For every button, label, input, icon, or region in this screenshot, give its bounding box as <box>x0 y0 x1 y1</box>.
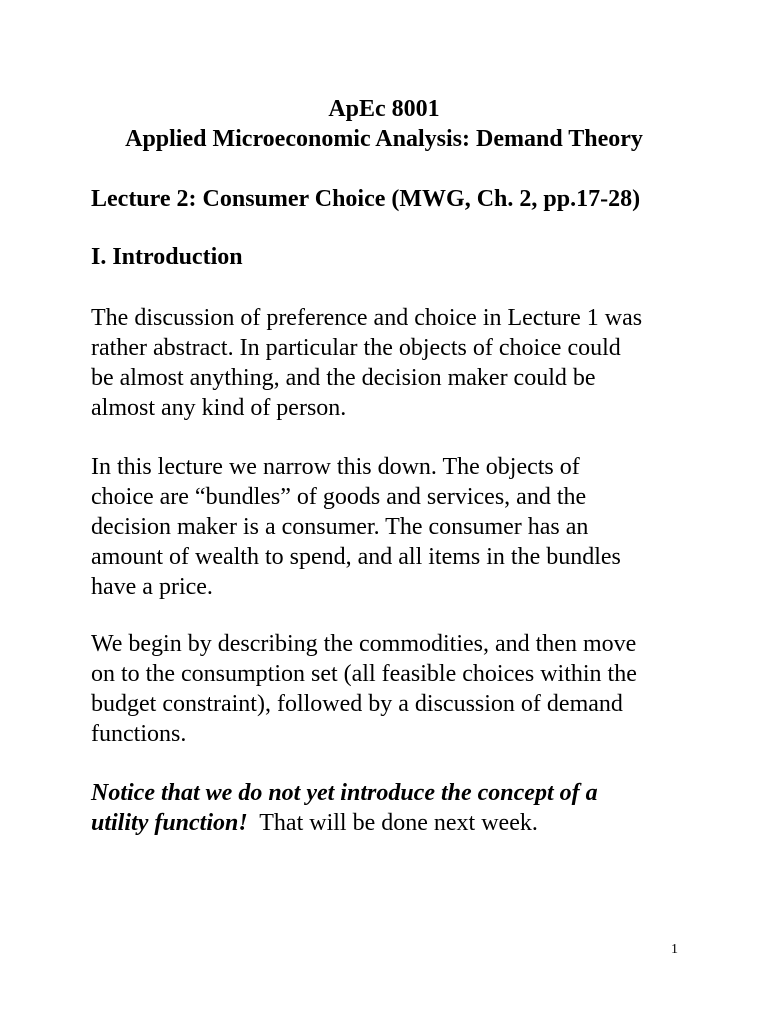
paragraph-narrow-down <box>91 452 691 602</box>
paragraph-line: We begin by describing the commodities, and then move <box>91 631 637 657</box>
paragraph-outline <box>91 629 691 749</box>
lecture-title: Lecture 2: Consumer Choice (MWG, Ch. 2, pp.17-28) <box>91 186 641 212</box>
notice-second-line <box>91 808 691 838</box>
notice-emphasis-line: Notice that we do not yet introduce the concept of a <box>91 780 598 806</box>
notice-followup-text: That will be done next week. <box>247 810 538 836</box>
paragraph-line: The discussion of preference and choice in Lecture 1 was <box>91 305 643 331</box>
paragraph-line: rather abstract. In particular the objects of choice could <box>91 335 621 361</box>
paragraph-line: In this lecture we narrow this down. The objects of <box>91 454 580 480</box>
paragraph-line: almost any kind of person. <box>91 395 347 421</box>
paragraph-line: functions. <box>91 721 187 747</box>
course-code: ApEc 8001 <box>328 96 440 122</box>
course-title: Applied Microeconomic Analysis: Demand Theory <box>125 126 643 152</box>
paragraph-line: amount of wealth to spend, and all items in the bundles <box>91 544 621 570</box>
paragraph-notice <box>91 778 691 838</box>
paragraph-line: be almost anything, and the decision maker could be <box>91 365 596 391</box>
paragraph-intro <box>91 303 691 423</box>
paragraph-line: choice are “bundles” of goods and services, and the <box>91 484 587 510</box>
paragraph-line: budget constraint), followed by a discussion of demand <box>91 691 623 717</box>
paragraph-line: decision maker is a consumer. The consumer has an <box>91 514 589 540</box>
page-number: 1 <box>671 942 678 957</box>
section-heading: I. Introduction <box>91 244 243 270</box>
paragraph-line: have a price. <box>91 574 213 600</box>
notice-emphasis-text: utility function! <box>91 810 248 836</box>
paragraph-line: on to the consumption set (all feasible choices within the <box>91 661 637 687</box>
